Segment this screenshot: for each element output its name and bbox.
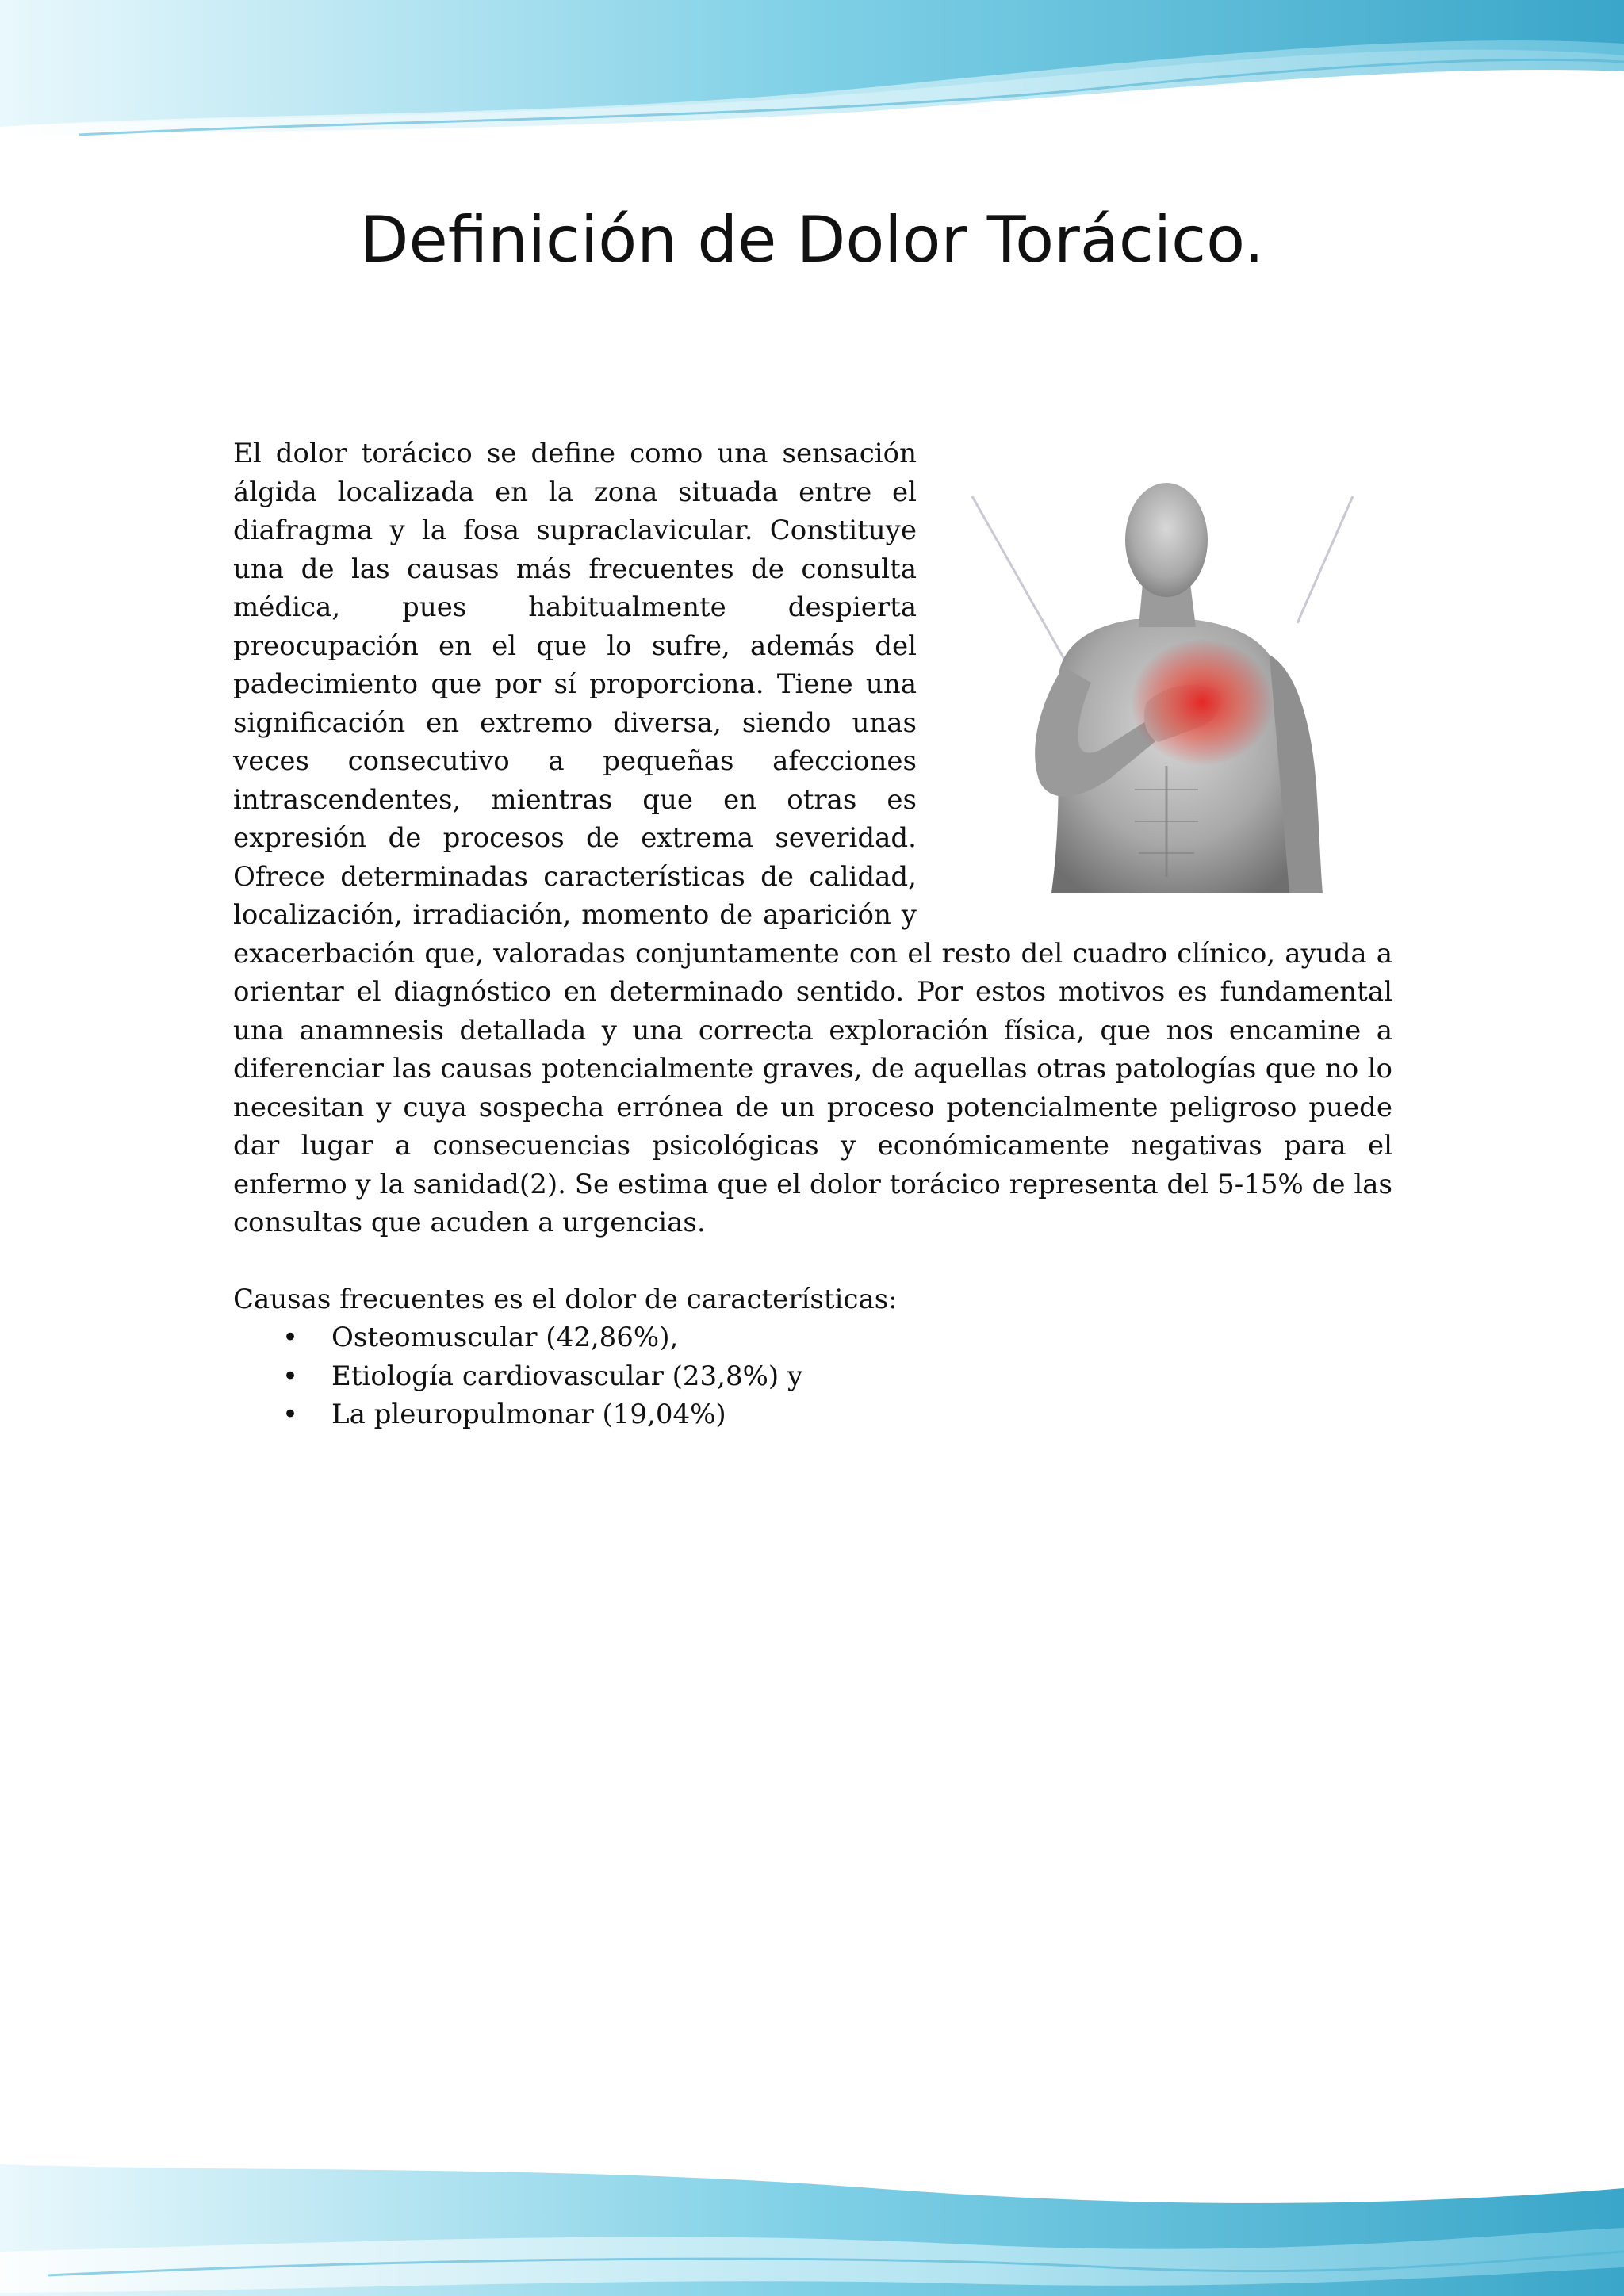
document-body xyxy=(233,434,1392,1434)
paragraph-spacer xyxy=(233,1242,1392,1280)
intro-paragraph: El dolor torácico se define como una sensación álgida localizada en la zona situada entre el diafragma y la fosa supraclavicular. Constituye una de las causas más frecuentes de consulta médica, pues habitualmente despierta preocupación en el que lo sufre, además del padecimiento que por sí proporciona. Tiene una significación en extremo diversa, siendo unas veces consecutivo a pequeñas afecciones intrascendentes, mientras que en otras es expresión de procesos de extrema severidad. Ofrece determinadas características de calidad, localización, irradiación, momento de aparición y exacerbación que, valoradas conjuntamente con el resto del cuadro clínico, ayuda a orientar el diagnóstico en determinado sentido. Por estos motivos es fundamental una anamnesis detallada y una correcta exploración física, que nos encamine a diferenciar las causas potencialmente graves, de aquellas otras patologías que no lo necesitan y cuya sospecha errónea de un proceso potencialmente peligroso puede dar lugar a consecuencias psicológicas y económicamente negativas para el enfermo y la sanidad(2). Se estima que el dolor torácico representa del 5-15% de las consultas que acuden a urgencias. xyxy=(233,438,1392,1238)
footer-wave-decoration xyxy=(0,2156,1624,2296)
header-wave-decoration xyxy=(0,0,1624,139)
page-title: Definición de Dolor Torácico. xyxy=(359,203,1265,277)
cause-item: • La pleuropulmonar (19,04%) xyxy=(331,1395,1392,1434)
cause-item: • Etiología cardiovascular (23,8%) y xyxy=(331,1357,1392,1396)
chest-pain-figure xyxy=(964,465,1361,909)
causes-intro: Causas frecuentes es el dolor de características: xyxy=(233,1283,898,1315)
cause-item: • Osteomuscular (42,86%), xyxy=(331,1318,1392,1357)
causes-list xyxy=(233,1318,1392,1434)
